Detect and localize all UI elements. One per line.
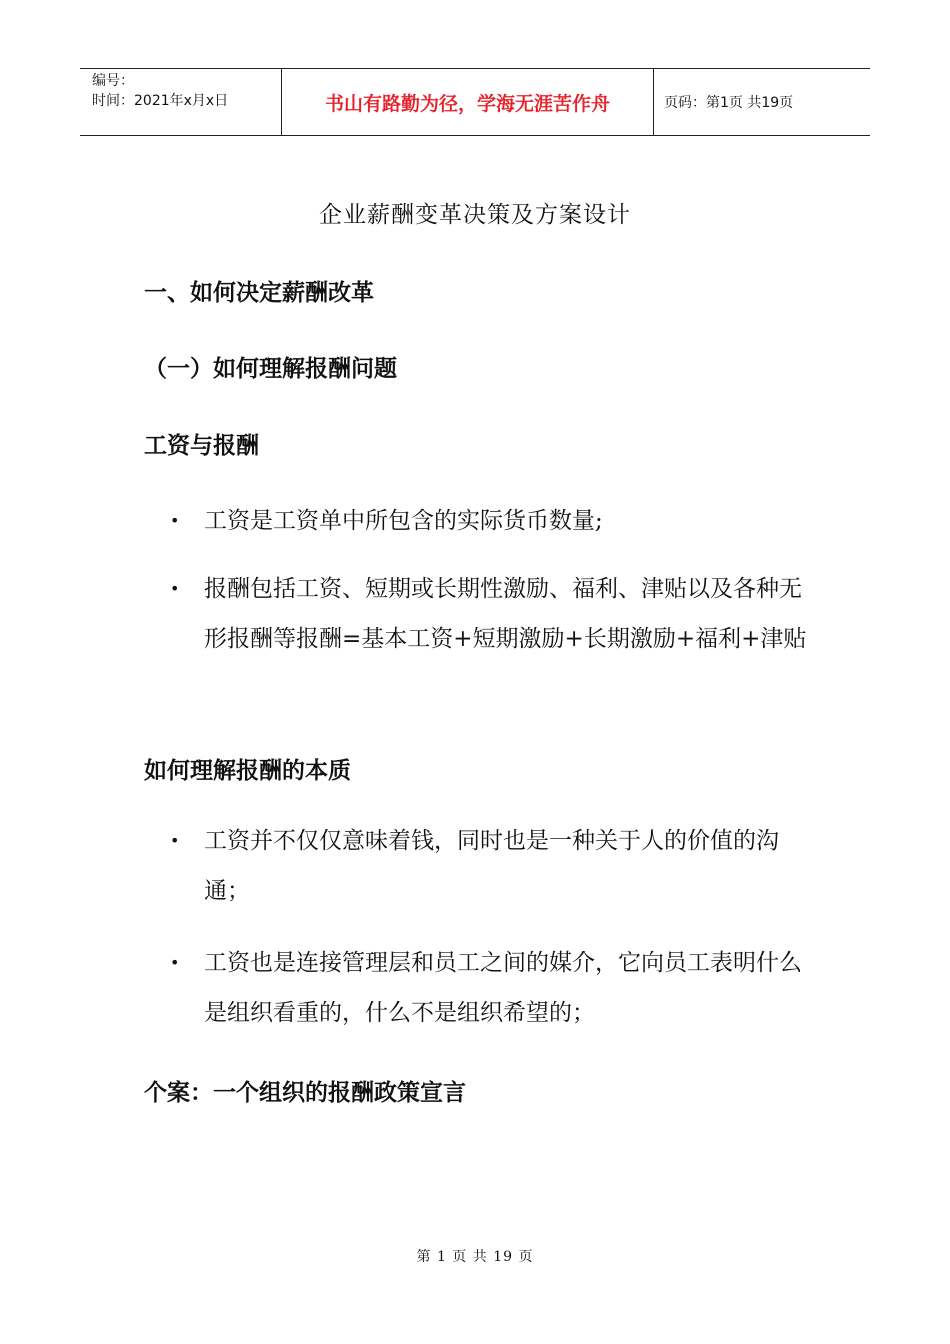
- header-meta: [80, 69, 282, 135]
- header-motto: 书山有路勤为径，学海无涯苦作舟: [282, 69, 654, 135]
- header-table: [80, 68, 870, 136]
- bullet-icon: •: [170, 579, 180, 598]
- subsection-heading-1: （一）如何理解报酬问题: [144, 356, 397, 382]
- bullet-icon: •: [170, 511, 180, 530]
- heading-wage: 工资与报酬: [144, 433, 259, 459]
- number-label: 编号：: [92, 73, 134, 89]
- list-item-text: 报酬包括工资、短期或长期性激励、福利、津贴以及各种无形报酬等报酬=基本工资+短期激励+长期激励+福利+津贴: [204, 576, 807, 652]
- bullet-icon: •: [170, 953, 180, 972]
- header-page-info: 页码：第1页 共19页: [664, 95, 794, 111]
- page-footer: 第 1 页 共 19 页: [416, 1249, 534, 1265]
- section-heading-1: 一、如何决定薪酬改革: [144, 280, 374, 306]
- heading-case: 个案：一个组织的报酬政策宣言: [144, 1080, 466, 1106]
- heading-essence: 如何理解报酬的本质: [144, 758, 351, 784]
- time-label: 时间：2021年x月x日: [92, 93, 229, 109]
- list-item-text: 工资是工资单中所包含的实际货币数量;: [204, 508, 603, 534]
- bullet-icon: •: [170, 831, 180, 850]
- list-item-text: 工资并不仅仅意味着钱，同时也是一种关于人的价值的沟通；: [204, 828, 779, 904]
- document-title: 企业薪酬变革决策及方案设计: [319, 202, 631, 228]
- list-item-text: 工资也是连接管理层和员工之间的媒介，它向员工表明什么是组织看重的，什么不是组织希望的；: [204, 950, 802, 1026]
